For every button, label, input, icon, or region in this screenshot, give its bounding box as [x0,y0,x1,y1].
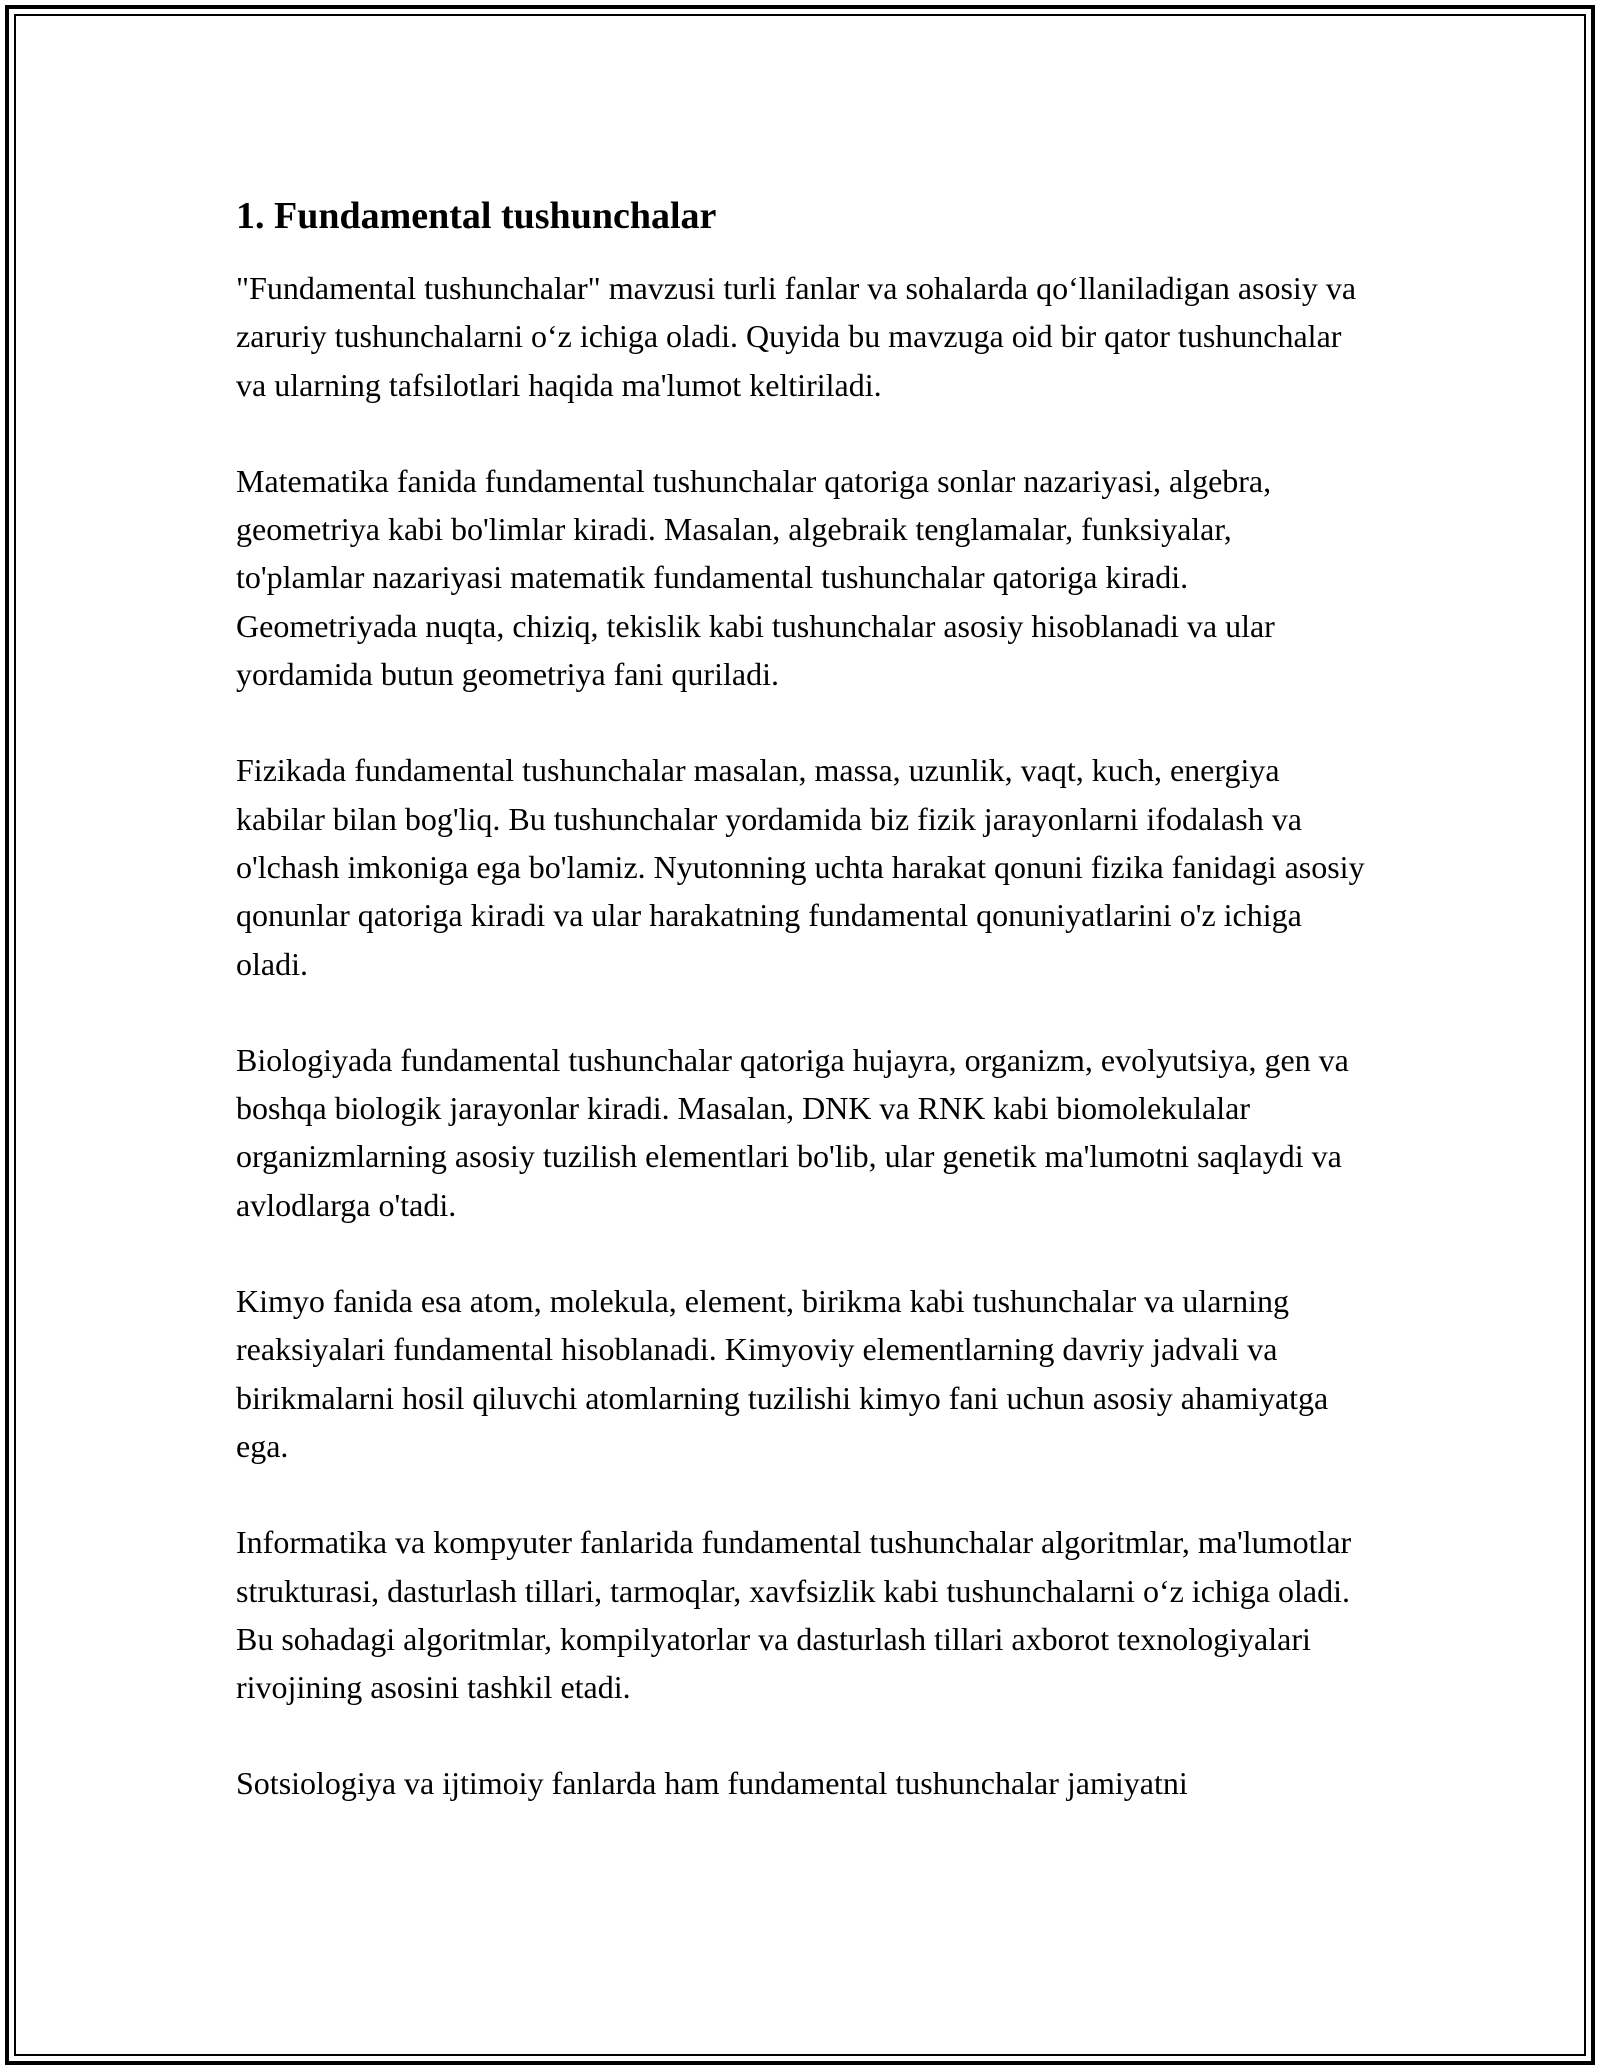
paragraph-chemistry: Kimyo fanida esa atom, molekula, element, birikma kabi tushunchalar va ularning reaksiyalari fundamental hisoblanadi. Kimyoviy elementlarning davriy jadvali va birikmalarni hosil qiluvchi atomlarning tuzilishi kimyo fani uchun asosiy ahamiyatga ega. [236,1283,1329,1464]
section-heading: 1. Fundamental tushunchalar [236,195,717,237]
paragraph-intro: "Fundamental tushunchalar" mavzusi turli fanlar va sohalarda qo‘llaniladigan asosiy va zaruriy tushunchalarni o‘z ichiga oladi. Quyida bu mavzuga oid bir qator tushunchalar va ularning tafsilotlari haqida ma'lumot keltiriladi. [236,270,1357,403]
paragraph-mathematics: Matematika fanida fundamental tushunchalar qatoriga sonlar nazariyasi, algebra, geometriya kabi bo'limlar kiradi. Masalan, algebraik tenglamalar, funksiyalar, to'plamlar nazariyasi matematik fundamental tushunchalar qatoriga kiradi. Geometriyada nuqta, chiziq, tekislik kabi tushunchalar asosiy hisoblanadi va ular yordamida butun geometriya fani quriladi. [236,462,1275,693]
paragraph-sociology: Sotsiologiya va ijtimoiy fanlarda ham fundamental tushunchalar jamiyatni [236,1765,1188,1802]
document-body [236,188,1366,1808]
paragraph-informatics: Informatika va kompyuter fanlarida fundamental tushunchalar algoritmlar, ma'lumotlar strukturasi, dasturlash tillari, tarmoqlar, xavfsizlik kabi tushunchalarni o‘z ichiga oladi. Bu sohadagi algoritmlar, kompilyatorlar va dasturlash tillari axborot texnologiyalari rivojining asosini tashkil etadi. [236,1524,1352,1706]
paragraph-biology: Biologiyada fundamental tushunchalar qatoriga hujayra, organizm, evolyutsiya, gen va boshqa biologik jarayonlar kiradi. Masalan, DNK va RNK kabi biomolekulalar organizmlarning asosiy tuzilish elementlari bo'lib, ular genetik ma'lumotni saqlaydi va avlodlarga o'tadi. [236,1041,1349,1223]
paragraph-physics: Fizikada fundamental tushunchalar masalan, massa, uzunlik, vaqt, kuch, energiya kabilar bilan bog'liq. Bu tushunchalar yordamida biz fizik jarayonlarni ifodalash va o'lchash imkoniga ega bo'lamiz. Nyutonning uchta harakat qonuni fizika fanidagi asosiy qonunlar qatoriga kiradi va ular harakatning fundamental qonuniyatlarini o'z ichiga oladi. [236,752,1365,982]
